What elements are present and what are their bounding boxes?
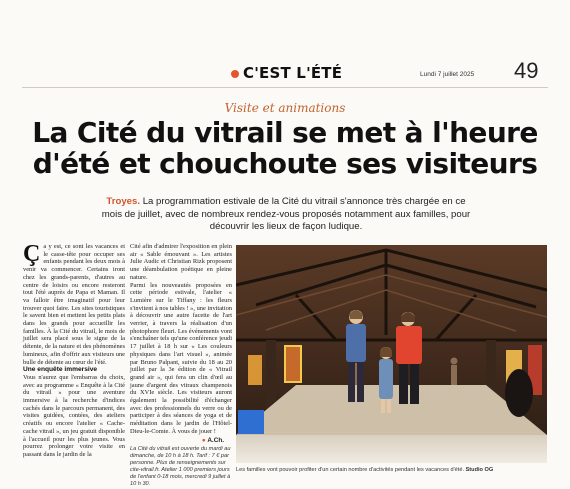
section-bullet — [231, 70, 239, 78]
photo-caption: Les familles vont pouvoir profiter d'un certain nombre d'activités pendant les vacances d'été. Studio OG — [236, 467, 494, 473]
subheading: Une enquête immersive — [23, 366, 98, 374]
body-column-1 — [23, 243, 125, 459]
body-paragraph: Vous n'aurez que l'embarras du choix, avec au programme « Enquête à la Cité du vitrail » pour une aventure immersive à la recherche d'indices cachés dans le parcours permanent, des visites guidées, contées, des ateliers créatifs ou encore l'atelier « Cache-cache vitrail », un jeu gratuit disponible à l'accueil pour les plus jeunes. Vous pourrez prolonger votre visite en passant dans le jardin de la — [23, 373, 125, 458]
header-divider — [22, 87, 548, 88]
page-number: 49 — [514, 58, 539, 83]
section-title: C'EST L'ÉTÉ — [243, 64, 343, 82]
body-column-2 — [130, 243, 232, 488]
article-kicker: Visite et animations — [224, 101, 346, 115]
lead-location: Troyes. — [106, 196, 141, 207]
museum-photo-illustration — [236, 245, 547, 463]
issue-date: Lundi 7 juillet 2025 — [420, 71, 475, 78]
body-paragraph: Parmi les nouveautés proposées en cette période estivale, l'atelier « Lumière sur le Tiffany : les fleurs s'invitent à nos tables ! », une invitation à découvrir une autre facette de l'art verrier, à travers la réalisation d'un photophore fleuri. Les événements vont s'enchaîner tels qu'une conférence jeudi 17 juillet à 18 h sur « Les couleurs physiques dans l'art visuel », animée par Bruno Palpant, suivie du 18 au 20 juillet par la 3e édition de « Vitrail grand air », qui fera un clin d'œil au jaune d'argent des vitraux champenois du XVIe siècle. Les visiteurs auront également la possibilité d'échanger avec des professionnels du verre ou de participer à des séances de yoga et de méditation dans le jardin de l'Hôtel-Dieu-le-Comte. À vous de jouer ! — [130, 281, 232, 435]
signature-bullet: ● — [201, 436, 208, 444]
article-headline: La Cité du vitrail se met à l'heure d'été et chouchoute ses visiteurs — [32, 116, 538, 180]
article-lead — [100, 196, 472, 234]
photo-credit: Studio OG — [465, 467, 494, 473]
body-paragraph: Cité afin d'admirer l'exposition en plein air « Sable émouvant ». Les artistes Julie Audic et Christian Rizk proposent une déambulation poétique en pleine nature. — [130, 243, 232, 281]
drop-cap: Ç — [23, 241, 41, 267]
body-paragraph: Ça y est, ce sont les vacances et le casse-tête pour occuper ses enfants pendant les deux mois à venir va commencer. Certains iront chez les grands-parents, d'autres au centre de loisirs ou encore resteront tout l'été auprès de Papa et Maman. Il va falloir être imaginatif pour leur trouver quoi faire. Les sites touristiques le savent bien et mettent les petits plats dans les grands pour accueillir les familles. À la Cité du vitrail, le mois de juillet sera placé sous le signe de la détente, de la nature et des phénomènes lumineux, afin d'offrir aux visiteurs une bulle de détente au cœur de l'été. — [23, 241, 125, 366]
practical-info-note: La Cité du vitrail est ouverte du mardi au dimanche, de 10 h à 18 h. Tarif : 7 € par personne. Plus de renseignements sur cite-vitrail.fr. Atelier 1 000 premiers jours de l'enfant 0-18 mois, mercredi 9 juillet à 10 h 30. — [130, 446, 231, 488]
author-signature: ● A.Ch. — [201, 436, 224, 444]
lead-text: La programmation estivale de la Cité du vitrail s'annonce très chargée en ce mois de juillet, avec de nombreux rendez-vous proposés notamment aux familles, pour découvrir les lieux de façon ludique. — [101, 196, 471, 233]
article-photo — [236, 245, 547, 463]
